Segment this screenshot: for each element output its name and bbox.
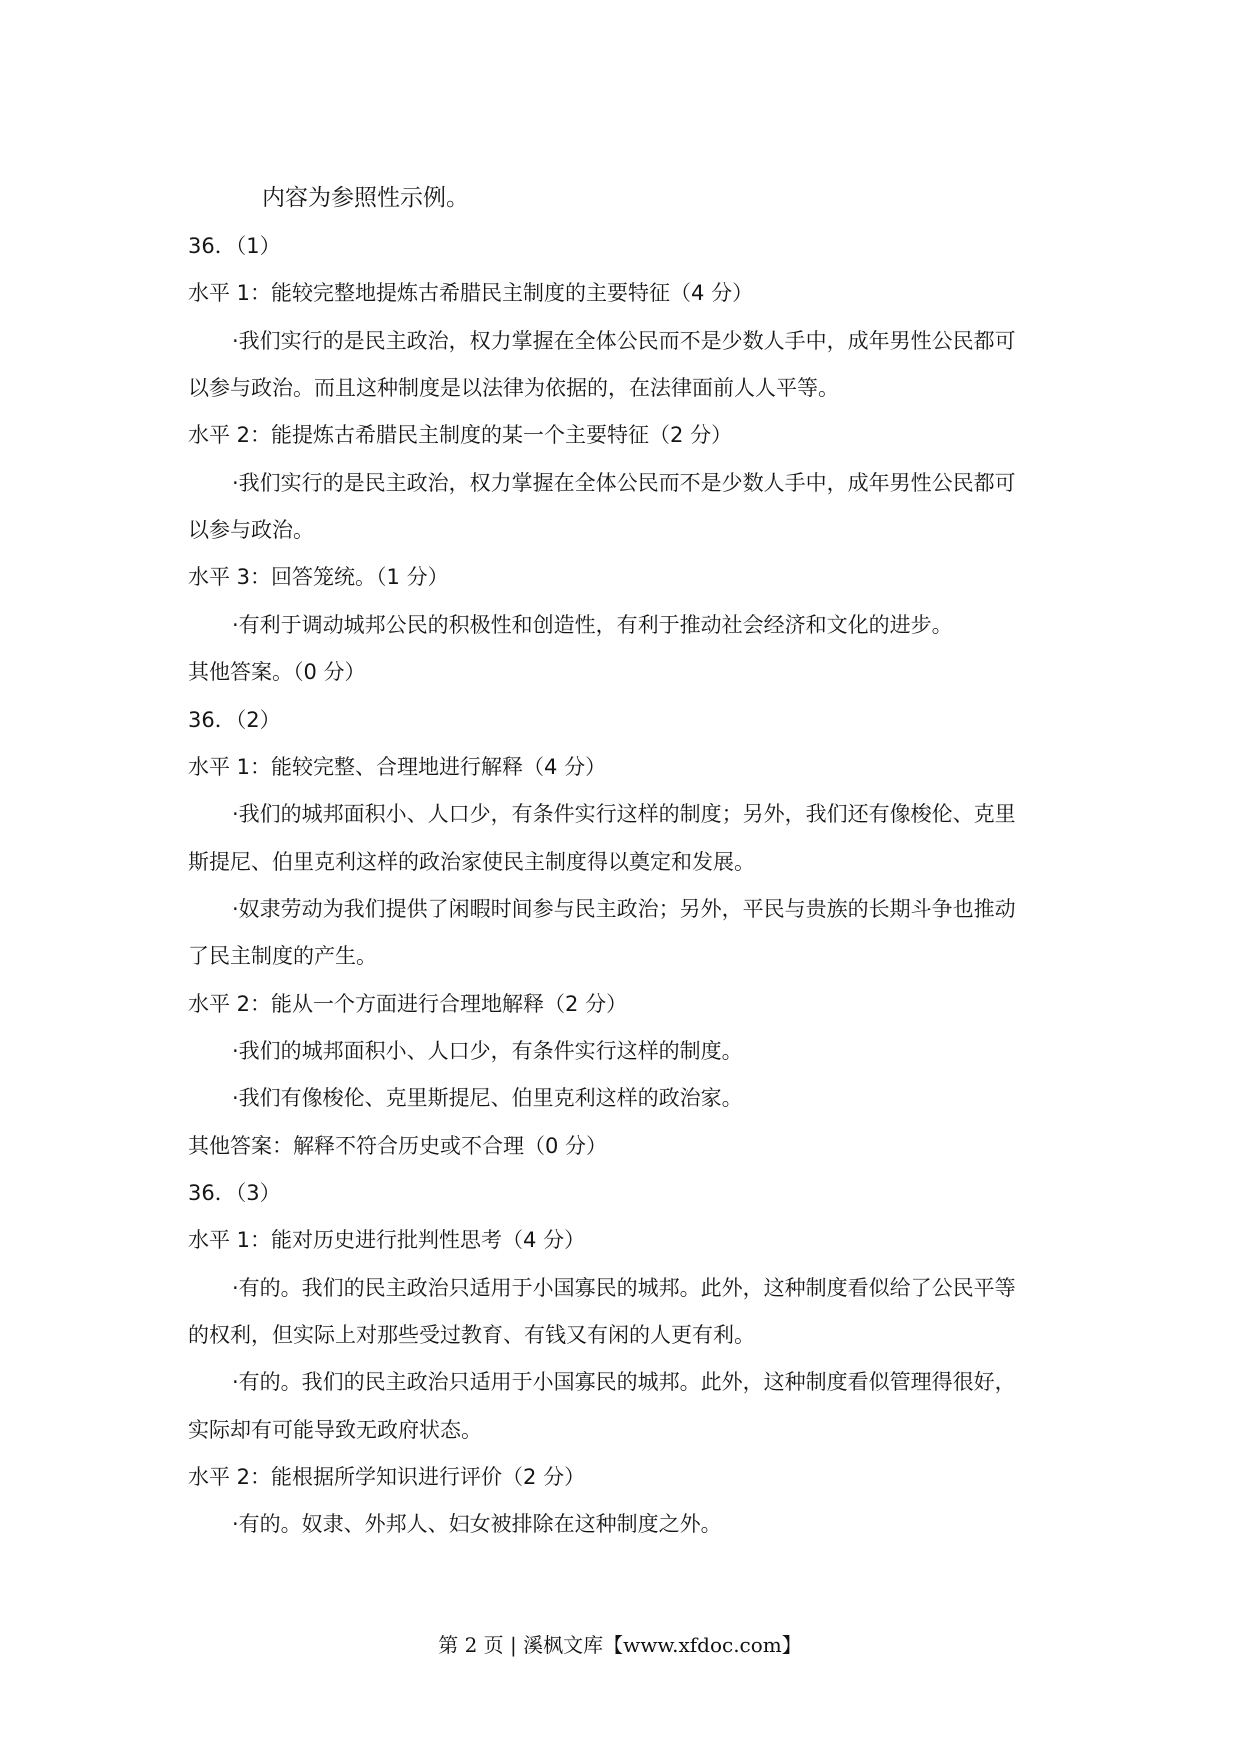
answer-text: ·有利于调动城邦公民的积极性和创造性，有利于推动社会经济和文化的进步。 xyxy=(232,613,953,637)
other-answer: 其他答案。（0 分） xyxy=(188,660,366,684)
level-heading: 水平 3：回答笼统。（1 分） xyxy=(188,565,449,589)
answer-text-continued: 斯提尼、伯里克利这样的政治家使民主制度得以奠定和发展。 xyxy=(188,850,755,874)
answer-text: ·我们实行的是民主政治，权力掌握在全体公民而不是少数人手中，成年男性公民都可 xyxy=(232,471,1016,495)
answer-text: ·我们的城邦面积小、人口少，有条件实行这样的制度；另外，我们还有像梭伦、克里 xyxy=(232,802,1016,826)
answer-text: ·奴隶劳动为我们提供了闲暇时间参与民主政治；另外，平民与贵族的长期斗争也推动 xyxy=(232,897,1016,921)
answer-text-continued: 以参与政治。而且这种制度是以法律为依据的，在法律面前人人平等。 xyxy=(188,376,839,400)
level-heading: 水平 1：能较完整、合理地进行解释（4 分） xyxy=(188,755,607,779)
page-footer: 第 2 页 | 溪枫文库【www.xfdoc.com】 xyxy=(438,1633,802,1657)
answer-text-continued: 以参与政治。 xyxy=(188,518,314,542)
level-heading: 水平 1：能对历史进行批判性思考（4 分） xyxy=(188,1228,586,1252)
level-heading: 水平 2：能从一个方面进行合理地解释（2 分） xyxy=(188,992,628,1016)
question-heading: 36．（1） xyxy=(188,234,281,258)
question-heading: 36．（3） xyxy=(188,1181,281,1205)
answer-text: ·有的。奴隶、外邦人、妇女被排除在这种制度之外。 xyxy=(232,1512,722,1536)
answer-text: ·我们的城邦面积小、人口少，有条件实行这样的制度。 xyxy=(232,1039,743,1063)
answer-text: ·有的。我们的民主政治只适用于小国寡民的城邦。此外，这种制度看似管理得很好， xyxy=(232,1370,1016,1394)
answer-text: ·我们实行的是民主政治，权力掌握在全体公民而不是少数人手中，成年男性公民都可 xyxy=(232,329,1016,353)
other-answer: 其他答案：解释不符合历史或不合理（0 分） xyxy=(188,1134,608,1158)
level-heading: 水平 2：能根据所学知识进行评价（2 分） xyxy=(188,1465,586,1489)
answer-text: ·有的。我们的民主政治只适用于小国寡民的城邦。此外，这种制度看似给了公民平等 xyxy=(232,1276,1016,1300)
answer-text: ·我们有像梭伦、克里斯提尼、伯里克利这样的政治家。 xyxy=(232,1086,743,1110)
intro-note: 内容为参照性示例。 xyxy=(262,185,469,211)
answer-text-continued: 实际却有可能导致无政府状态。 xyxy=(188,1418,482,1442)
question-heading: 36．（2） xyxy=(188,708,281,732)
level-heading: 水平 1：能较完整地提炼古希腊民主制度的主要特征（4 分） xyxy=(188,281,754,305)
answer-text-continued: 的权利，但实际上对那些受过教育、有钱又有闲的人更有利。 xyxy=(188,1323,755,1347)
answer-text-continued: 了民主制度的产生。 xyxy=(188,944,377,968)
level-heading: 水平 2：能提炼古希腊民主制度的某一个主要特征（2 分） xyxy=(188,423,733,447)
